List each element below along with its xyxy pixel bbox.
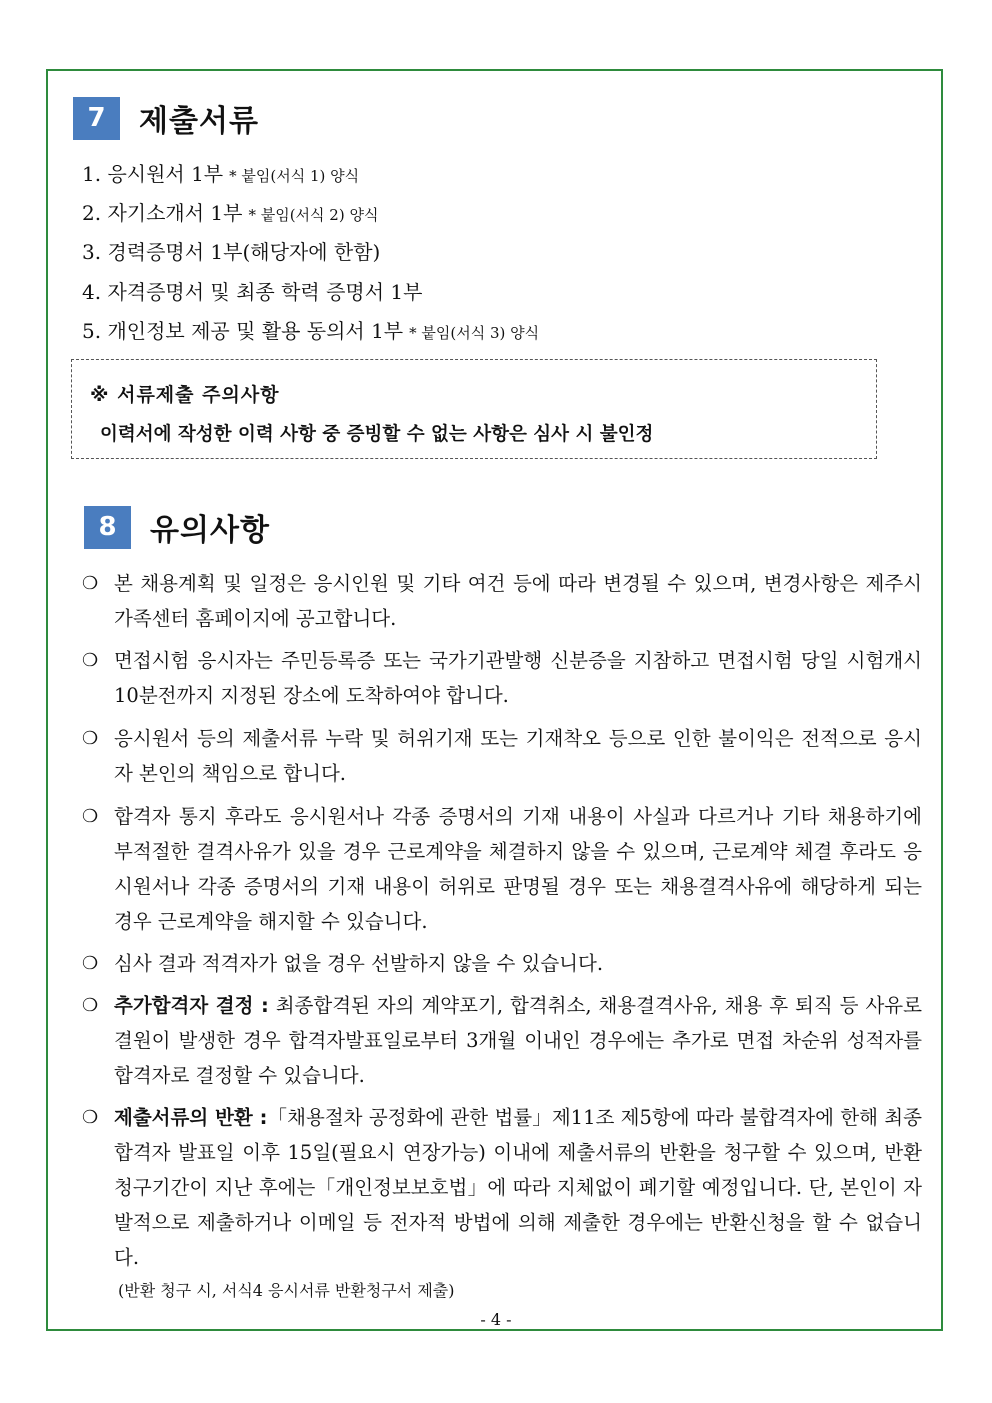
caution-box — [71, 359, 877, 459]
notice-lead: 추가합격자 결정 : — [114, 994, 269, 1017]
section-7-number: 7 — [73, 97, 120, 140]
section-8-title: 유의사항 — [150, 513, 270, 548]
notice-item-6 — [82, 988, 922, 1093]
document-item-3 — [82, 236, 380, 265]
bullet-circle-icon: ❍ — [82, 953, 99, 974]
bullet-circle-icon: ❍ — [82, 806, 99, 827]
notice-text: 합격자 통지 후라도 응시원서나 각종 증명서의 기재 내용이 사실과 다르거나 기타 채용하기에 부적절한 결격사유가 있을 경우 근로계약을 체결하지 않을 수 있으며, 근로계약 체결 후라도 응시원서나 각종 증명서의 기재 내용이 허위로 판명될 경우 또는 채용결격사유에 해당하게 되는 경우 근로계약을 해지할 수 있습니다. — [114, 805, 922, 933]
notice-text: 「채용절차 공정화에 관한 법률」제11조 제5항에 따라 불합격자에 한해 최종합격자 발표일 이후 15일(필요시 연장가능) 이내에 제출서류의 반환을 청구할 수 있으며, 반환청구기간이 지난 후에는「개인정보보호법」에 따라 지체없이 폐기할 예정입니다. 단, 본인이 자발적으로 제출하거나 이메일 등 전자적 방법에 의해 제출한 경우에는 반환신청을 할 수 없습니다. — [114, 1106, 922, 1269]
document-item-2 — [82, 197, 378, 226]
section-8-header — [84, 505, 270, 549]
notice-text: 심사 결과 적격자가 없을 경우 선발하지 않을 수 있습니다. — [114, 952, 604, 975]
document-item-4 — [82, 276, 422, 305]
document-item-1 — [82, 158, 359, 187]
notice-item-4 — [82, 799, 922, 939]
notice-text: 면접시험 응시자는 주민등록증 또는 국가기관발행 신분증을 지참하고 면접시험 당일 시험개시 10분전까지 지정된 장소에 도착하여야 합니다. — [114, 649, 922, 707]
notice-text: 본 채용계획 및 일정은 응시인원 및 기타 여건 등에 따라 변경될 수 있으며, 변경사항은 제주시가족센터 홈페이지에 공고합니다. — [114, 572, 922, 630]
document-item-text: 3. 경력증명서 1부(해당자에 한함) — [82, 240, 381, 264]
notice-item-5 — [82, 946, 922, 981]
section-8-number: 8 — [84, 506, 131, 549]
bullet-circle-icon: ❍ — [82, 650, 99, 671]
notice-item-1 — [82, 566, 922, 636]
caution-text: 이력서에 작성한 이력 사항 중 증빙할 수 없는 사항은 심사 시 불인정 — [100, 424, 654, 445]
document-item-note: * 붙임(서식 3) 양식 — [409, 324, 540, 342]
document-item-text: 5. 개인정보 제공 및 활용 동의서 1부 — [82, 319, 404, 343]
bullet-circle-icon: ❍ — [82, 995, 99, 1016]
document-item-5 — [82, 315, 539, 344]
notice-text: 최종합격된 자의 계약포기, 합격취소, 채용결격사유, 채용 후 퇴직 등 사유로 결원이 발생한 경우 합격자발표일로부터 3개월 이내인 경우에는 추가로 면접 차순위 성적자를 합격자로 결정할 수 있습니다. — [114, 994, 922, 1087]
section-7-title: 제출서류 — [139, 104, 259, 139]
page-number: - 4 - — [480, 1310, 512, 1329]
bullet-circle-icon: ❍ — [82, 573, 99, 594]
document-item-text: 4. 자격증명서 및 최종 학력 증명서 1부 — [82, 280, 423, 304]
bullet-circle-icon: ❍ — [82, 728, 99, 749]
notice-text: 응시원서 등의 제출서류 누락 및 허위기재 또는 기재착오 등으로 인한 불이익은 전적으로 응시자 본인의 책임으로 합니다. — [114, 727, 922, 785]
bullet-circle-icon: ❍ — [82, 1107, 99, 1128]
document-item-note: * 붙임(서식 2) 양식 — [248, 206, 379, 224]
caution-title: ※ 서류제출 주의사항 — [90, 384, 280, 406]
notice-lead: 제출서류의 반환 : — [114, 1106, 268, 1129]
document-item-text: 2. 자기소개서 1부 — [82, 201, 243, 225]
section-7-header — [73, 96, 259, 140]
document-item-text: 1. 응시원서 1부 — [82, 162, 224, 186]
document-item-note: * 붙임(서식 1) 양식 — [229, 167, 360, 185]
notice-item-7 — [82, 1100, 922, 1275]
notice-item-2 — [82, 643, 922, 713]
notice-item-3 — [82, 721, 922, 791]
return-request-note: (반환 청구 시, 서식4 응시서류 반환청구서 제출) — [118, 1281, 455, 1300]
